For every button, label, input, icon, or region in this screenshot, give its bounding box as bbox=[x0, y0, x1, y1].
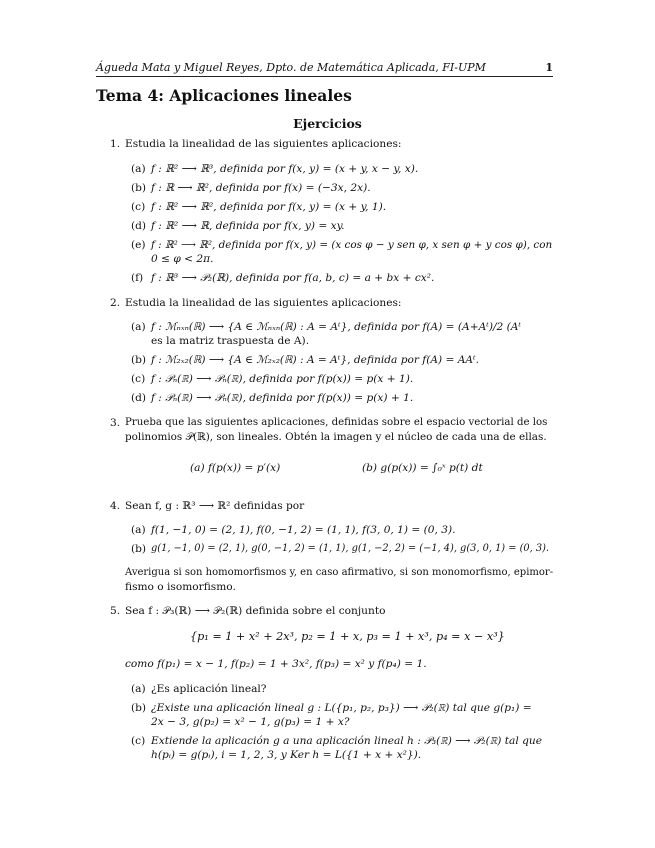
exercise-4-closing-1: Averigua si son homomorfismos y, en caso afirmativo, si son monomorfismo, epimor- bbox=[125, 567, 554, 578]
exercise-1f-text: f : ℝ³ ⟶ 𝒫₂(ℝ), definida por f(a, b, c) = a + bx + cx². bbox=[151, 272, 435, 284]
exercise-2-intro: Estudia la linealidad de las siguientes aplicaciones: bbox=[125, 297, 402, 309]
header-authors: Águeda Mata y Miguel Reyes, Dpto. de Matemática Aplicada, FI-UPM bbox=[96, 61, 486, 74]
exercise-1d-text: f : ℝ² ⟶ ℝ, definida por f(x, y) = xy. bbox=[151, 220, 345, 232]
exercise-5a-label: (a) bbox=[131, 683, 146, 695]
exercise-5a-text: ¿Es aplicación lineal? bbox=[151, 683, 267, 695]
exercise-1c-text: f : ℝ² ⟶ ℝ², definida por f(x, y) = (x + y, 1). bbox=[151, 201, 387, 213]
exercise-5b-text: ¿Existe una aplicación lineal g : L({p₁, p₂, p₃}) ⟶ 𝒫₂(ℝ) tal que g(p₁) = bbox=[151, 702, 532, 714]
running-header bbox=[96, 61, 553, 74]
exercise-5c-text-cont: h(pᵢ) = g(pᵢ), i = 1, 2, 3, y Ker h = L({1 + x + x²}). bbox=[151, 749, 422, 761]
exercise-4-intro: Sean f, g : ℝ³ ⟶ ℝ² definidas por bbox=[125, 500, 305, 512]
exercise-2a-text: f : ℳₙₓₙ(ℝ) ⟶ {A ∈ ℳₙₓₙ(ℝ) : A = Aᵗ}, definida por f(A) = (A+Aᵗ)/2 (Aᵗ bbox=[151, 321, 522, 333]
exercise-4-number: 4. bbox=[110, 500, 121, 512]
exercise-1a-label: (a) bbox=[131, 163, 146, 175]
exercise-3-equation-b: (b) g(p(x)) = ∫₀ˣ p(t) dt bbox=[362, 462, 483, 474]
exercise-1d-label: (d) bbox=[131, 220, 147, 232]
exercise-2-number: 2. bbox=[110, 297, 121, 309]
exercise-1f-label: (f) bbox=[131, 272, 144, 284]
exercise-5-set: {p₁ = 1 + x² + 2x³, p₂ = 1 + x, p₃ = 1 + x³, p₄ = x − x³} bbox=[190, 630, 505, 643]
exercise-4a-label: (a) bbox=[131, 524, 146, 536]
exercise-2b-text: f : ℳ₂ₓ₂(ℝ) ⟶ {A ∈ ℳ₂ₓ₂(ℝ) : A = Aᵗ}, definida por f(A) = AAᵗ. bbox=[151, 354, 480, 366]
exercise-2c-label: (c) bbox=[131, 373, 146, 385]
exercise-3-number: 3. bbox=[110, 417, 121, 429]
exercise-5-number: 5. bbox=[110, 605, 121, 617]
exercise-4-closing-2: fismo o isomorfismo. bbox=[125, 581, 236, 593]
exercise-5-intro: Sea f : 𝒫₃(ℝ) ⟶ 𝒫₂(ℝ) definida sobre el conjunto bbox=[125, 605, 386, 617]
exercise-3-line-2: polinomios 𝒫(ℝ), son lineales. Obtén la imagen y el núcleo de cada una de ellas. bbox=[125, 431, 547, 443]
exercise-5c-text: Extiende la aplicación g a una aplicación lineal h : 𝒫₃(ℝ) ⟶ 𝒫₂(ℝ) tal que bbox=[151, 735, 543, 747]
header-rule bbox=[96, 76, 553, 77]
exercise-1e-label: (e) bbox=[131, 239, 146, 251]
exercise-4b-label: (b) bbox=[131, 543, 147, 555]
exercise-5b-label: (b) bbox=[131, 702, 147, 714]
exercise-3-line-1: Prueba que las siguientes aplicaciones, definidas sobre el espacio vectorial de los bbox=[125, 417, 548, 428]
exercise-3-equation-a: (a) f(p(x)) = p′(x) bbox=[190, 462, 281, 474]
exercise-5b-text-cont: 2x − 3, g(p₂) = x² − 1, g(p₃) = 1 + x? bbox=[151, 716, 350, 728]
exercise-2d-text: f : 𝒫ₙ(ℝ) ⟶ 𝒫ₙ(ℝ), definida por f(p(x)) = p(x) + 1. bbox=[151, 392, 414, 404]
chapter-title: Tema 4: Aplicaciones lineales bbox=[96, 86, 352, 105]
section-subtitle: Ejercicios bbox=[293, 116, 362, 131]
page-number: 1 bbox=[545, 61, 553, 74]
exercise-1c-label: (c) bbox=[131, 201, 146, 213]
exercise-1e-text-cont: 0 ≤ φ < 2π. bbox=[151, 253, 214, 265]
exercise-1-intro: Estudia la linealidad de las siguientes aplicaciones: bbox=[125, 138, 402, 150]
exercise-4a-text: f(1, −1, 0) = (2, 1), f(0, −1, 2) = (1, 1), f(3, 0, 1) = (0, 3). bbox=[151, 524, 456, 536]
exercise-2b-label: (b) bbox=[131, 354, 147, 366]
exercise-1b-label: (b) bbox=[131, 182, 147, 194]
exercise-2a-text-cont: es la matriz traspuesta de A). bbox=[151, 335, 310, 347]
exercise-2d-label: (d) bbox=[131, 392, 147, 404]
exercise-2a-label: (a) bbox=[131, 321, 146, 333]
exercise-1-number: 1. bbox=[110, 138, 121, 150]
exercise-2c-text: f : 𝒫ₙ(ℝ) ⟶ 𝒫ₙ(ℝ), definida por f(p(x)) = p(x + 1). bbox=[151, 373, 414, 385]
exercise-1a-text: f : ℝ² ⟶ ℝ³, definida por f(x, y) = (x + y, x − y, x). bbox=[151, 163, 419, 175]
exercise-4b-text: g(1, −1, 0) = (2, 1), g(0, −1, 2) = (1, 1), g(1, −2, 2) = (−1, 4), g(3, 0, 1) = (0, 3). bbox=[151, 543, 550, 554]
exercise-5c-label: (c) bbox=[131, 735, 146, 747]
exercise-5-como: como f(p₁) = x − 1, f(p₂) = 1 + 3x², f(p₃) = x² y f(p₄) = 1. bbox=[125, 658, 427, 670]
exercise-1e-text: f : ℝ² ⟶ ℝ², definida por f(x, y) = (x cos φ − y sen φ, x sen φ + y cos φ), con bbox=[151, 239, 553, 251]
exercise-1b-text: f : ℝ ⟶ ℝ², definida por f(x) = (−3x, 2x). bbox=[151, 182, 371, 194]
